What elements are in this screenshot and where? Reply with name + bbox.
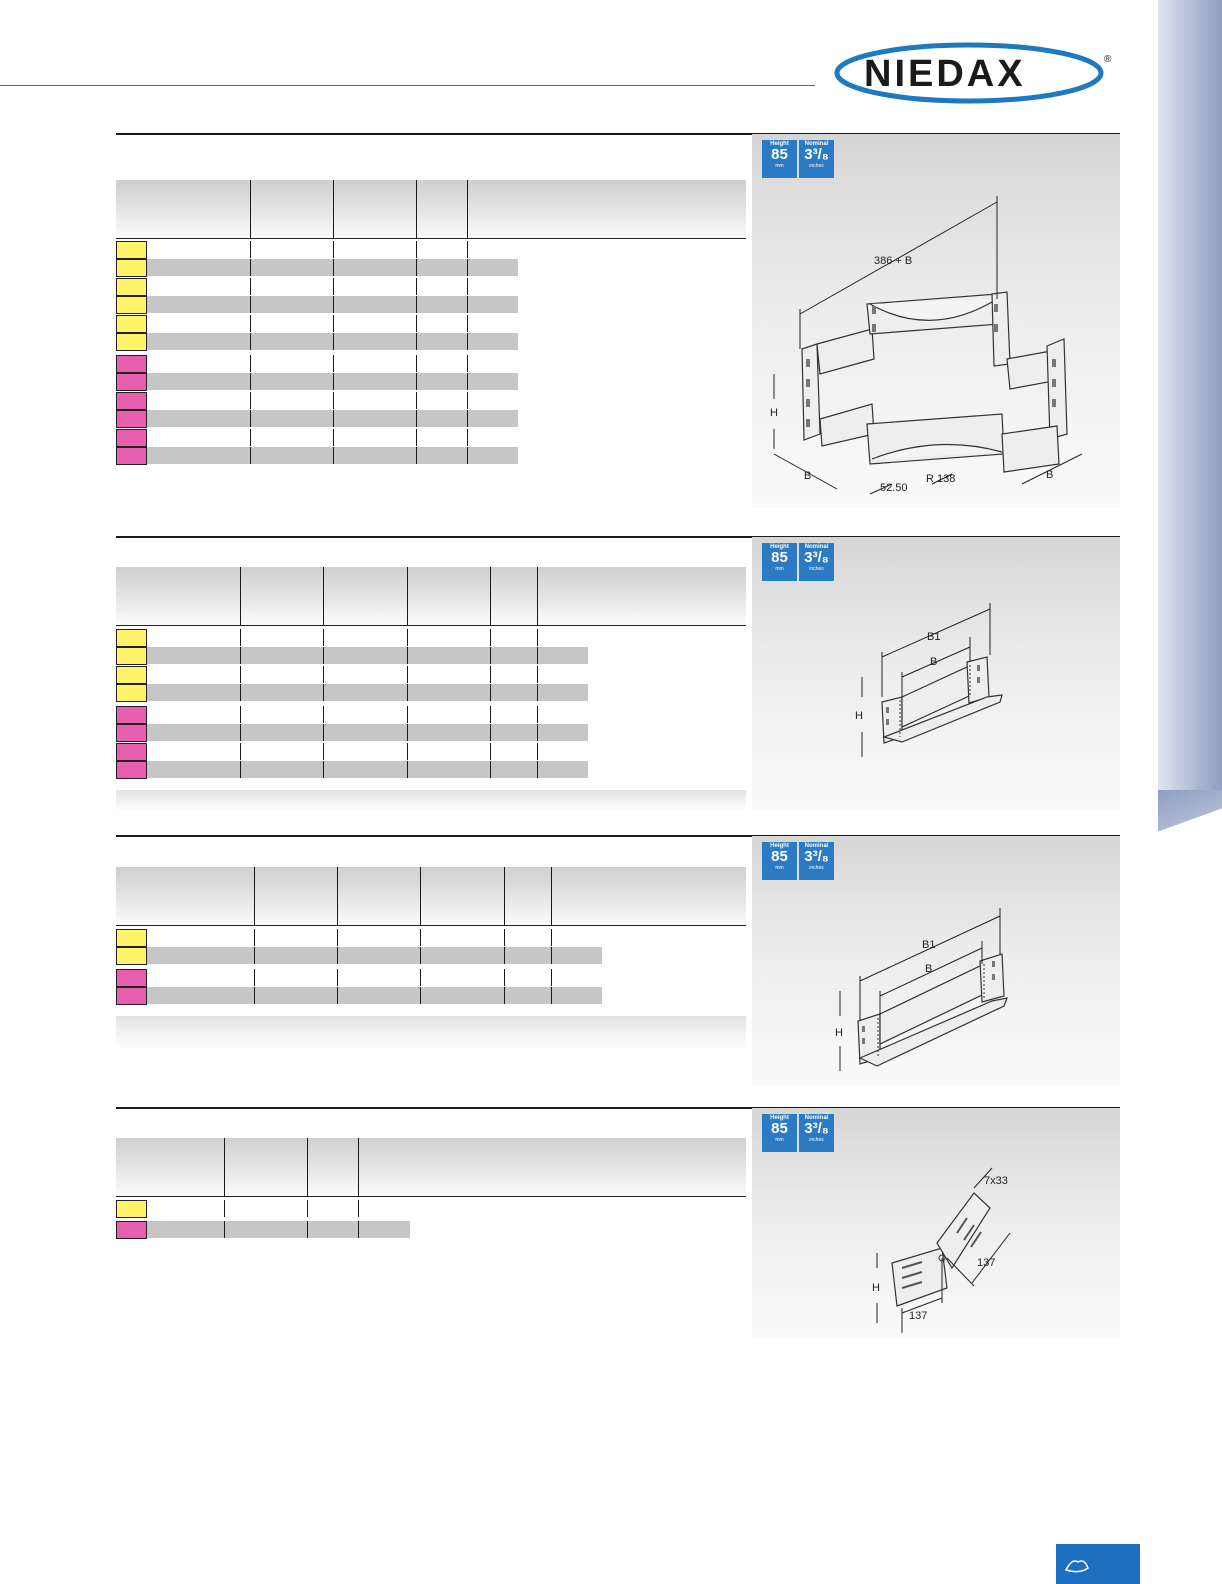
swatch-yellow	[116, 333, 147, 351]
swatch-yellow	[116, 259, 147, 277]
header-rule	[0, 85, 815, 86]
height-badge: Height 85 mm	[762, 140, 797, 178]
nominal-badge: Nominal 3³/₈ inches	[799, 1114, 834, 1152]
table-row	[147, 296, 518, 313]
section-3-table-header	[116, 867, 746, 926]
swatch-pink	[116, 706, 147, 724]
dim-b-left-label: B	[804, 470, 812, 482]
dim-h-label: H	[770, 407, 778, 419]
dim-offset-label: 52.50	[880, 482, 908, 494]
height-badge: Height 85 mm	[762, 1114, 797, 1152]
table-row	[116, 355, 518, 372]
dim-length-label: 386 + B	[874, 255, 913, 267]
nominal-badge: Nominal 3³/₈ inches	[799, 140, 834, 178]
table-row	[147, 410, 518, 427]
table-row	[147, 647, 588, 664]
swatch-yellow	[116, 1200, 147, 1218]
table-row	[147, 684, 588, 701]
swatch-pink	[116, 969, 147, 987]
dim-b-right-label: B	[1046, 469, 1054, 481]
dim-slot-label: 7x33	[984, 1175, 1008, 1187]
swatch-pink	[116, 724, 147, 742]
dim-h-label: H	[835, 1027, 843, 1039]
table-row	[116, 629, 588, 646]
section-2-footer-band	[116, 790, 746, 812]
dim-b-label: B	[925, 963, 933, 975]
table-row	[147, 987, 602, 1004]
table-row	[116, 666, 588, 683]
connector-drawing	[752, 1108, 1120, 1338]
swatch-yellow	[116, 629, 147, 647]
dim-radius-label: R 138	[926, 473, 956, 485]
table-row	[147, 724, 588, 741]
table-row	[116, 1200, 410, 1217]
table-row	[116, 315, 518, 332]
swatch-pink	[116, 410, 147, 428]
cross-piece-figure	[752, 134, 1120, 508]
footer-emblem-icon	[1062, 1554, 1092, 1576]
table-row	[116, 969, 602, 986]
swatch-pink	[116, 743, 147, 761]
table-row	[147, 761, 588, 778]
nominal-badge: Nominal 3³/₈ inches	[799, 842, 834, 880]
table-row	[147, 1221, 410, 1238]
section-1-table-header	[116, 180, 746, 239]
table-row	[147, 373, 518, 390]
swatch-pink	[116, 447, 147, 465]
niedax-logo	[834, 42, 1119, 104]
swatch-yellow	[116, 647, 147, 665]
logo-text: NIEDAX	[864, 53, 1026, 95]
swatch-pink	[116, 373, 147, 391]
swatch-yellow	[116, 684, 147, 702]
swatch-pink	[116, 429, 147, 447]
table-row	[116, 429, 518, 446]
reducer-left-figure	[752, 537, 1120, 811]
nominal-badge: Nominal 3³/₈ inches	[799, 543, 834, 581]
cross-piece-drawing	[752, 134, 1120, 508]
dim-h-label: H	[872, 1282, 880, 1294]
section-4-table-header	[116, 1138, 746, 1197]
reducer-center-figure	[752, 836, 1120, 1086]
page-footer-tab	[1056, 1544, 1140, 1584]
dim-b-label: B	[930, 656, 938, 668]
table-row	[116, 706, 588, 723]
dim-h-label: H	[855, 710, 863, 722]
connector-figure	[752, 1108, 1120, 1338]
swatch-yellow	[116, 947, 147, 965]
swatch-yellow	[116, 278, 147, 296]
swatch-yellow	[116, 666, 147, 684]
table-row	[116, 929, 602, 946]
height-badge: Height 85 mm	[762, 543, 797, 581]
table-row	[116, 278, 518, 295]
logo-registered: ®	[1104, 54, 1112, 65]
height-badge: Height 85 mm	[762, 842, 797, 880]
reducer-left-drawing	[752, 537, 1120, 811]
table-row	[116, 241, 518, 258]
swatch-pink	[116, 392, 147, 410]
table-row	[116, 743, 588, 760]
swatch-yellow	[116, 315, 147, 333]
dim-b1-label: B1	[922, 939, 936, 951]
swatch-pink	[116, 987, 147, 1005]
section-2-table-header	[116, 567, 746, 626]
page-edge-band-cut	[1158, 790, 1222, 850]
swatch-pink	[116, 355, 147, 373]
swatch-yellow	[116, 929, 147, 947]
page-edge-band	[1158, 0, 1222, 830]
swatch-pink	[116, 1221, 147, 1239]
table-row	[147, 947, 602, 964]
swatch-yellow	[116, 296, 147, 314]
swatch-yellow	[116, 241, 147, 259]
reducer-center-drawing	[752, 836, 1120, 1086]
dim-bottom-label: 137	[909, 1310, 928, 1322]
table-row	[147, 259, 518, 276]
dim-right-label: 137	[977, 1257, 996, 1269]
swatch-pink	[116, 761, 147, 779]
section-3-footer-band	[116, 1016, 746, 1050]
table-row	[147, 447, 518, 464]
table-row	[116, 392, 518, 409]
table-row	[147, 333, 518, 350]
dim-b1-label: B1	[927, 631, 941, 643]
